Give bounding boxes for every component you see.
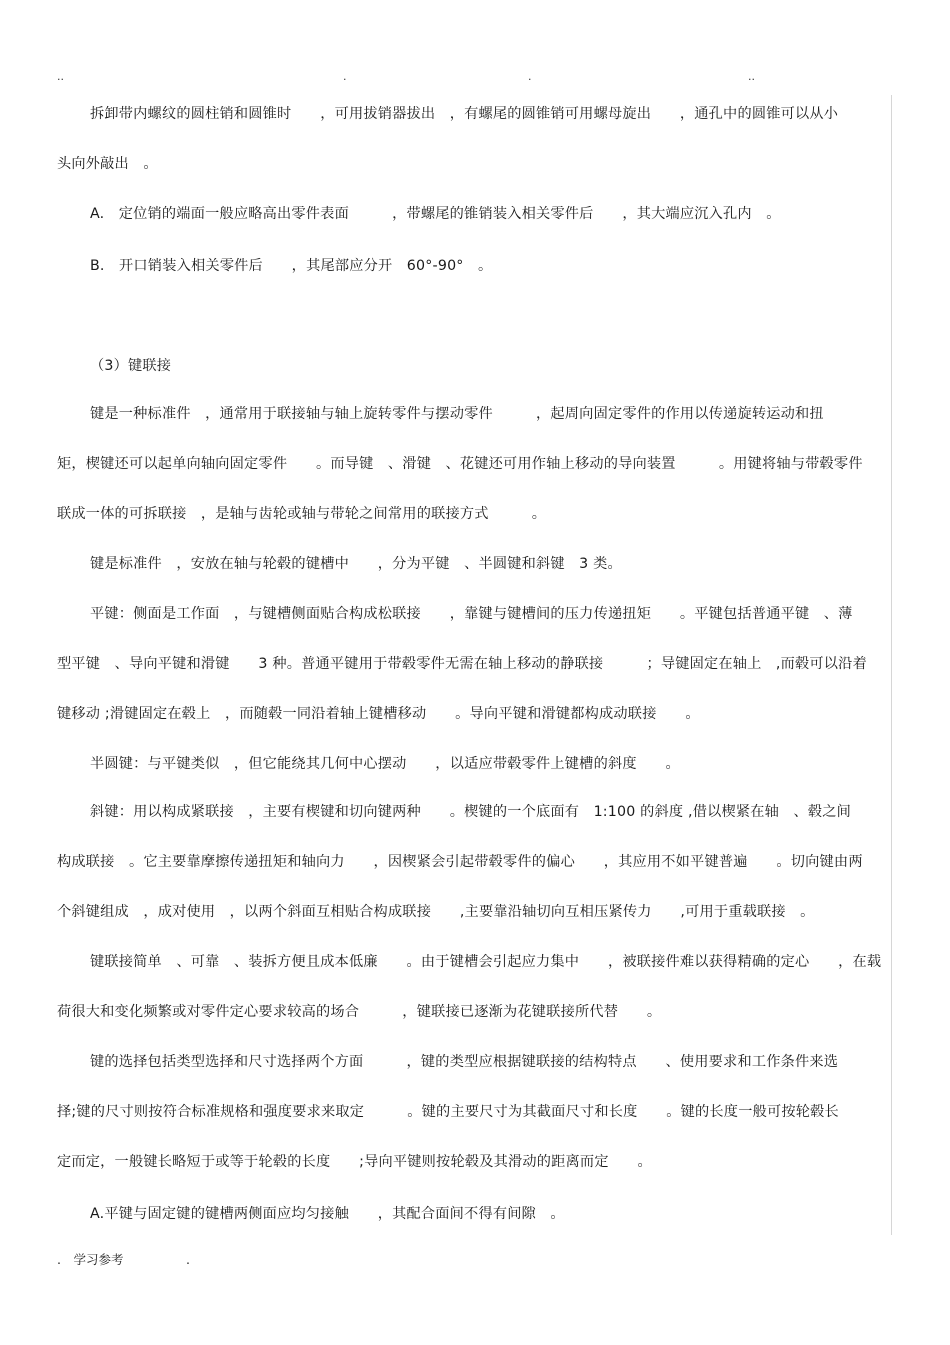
paragraph-line: 拆卸带内螺纹的圆柱销和圆锥时 ，可用拔销器拔出 ，有螺尾的圆锥销可用螺母旋出 ，通孔中的圆锥可以从小	[90, 106, 839, 122]
header-mark: .	[528, 70, 532, 83]
paragraph-line: 联成一体的可拆联接 ，是轴与齿轮或轴与带轮之间常用的联接方式 。	[57, 506, 547, 522]
section-heading: （3）键联接	[90, 358, 172, 374]
paragraph-line: 键移动 ;滑键固定在毂上 ，而随毂一同沿着轴上键槽移动 。导向平键和滑键都构成动联接 。	[57, 706, 700, 722]
header-mark: ..	[748, 70, 755, 83]
page-right-border	[891, 95, 892, 1235]
paragraph-line: 型平键 、导向平键和滑键 3 种。普通平键用于带毂零件无需在轴上移动的静联接 ；导键固定在轴上 ,而毂可以沿着	[57, 656, 867, 672]
paragraph-line: A. 定位销的端面一般应略高出零件表面 ，带螺尾的锥销装入相关零件后 ，其大端应沉入孔内 。	[90, 206, 781, 222]
paragraph-line: 构成联接 。它主要靠摩擦传递扭矩和轴向力 ，因楔紧会引起带毂零件的偏心 ，其应用不如平键普遍 。切向键由两	[57, 854, 863, 870]
header-mark: .	[343, 70, 347, 83]
paragraph-line: 择;键的尺寸则按符合标准规格和强度要求来取定 。键的主要尺寸为其截面尺寸和长度 。键的长度一般可按轮毂长	[57, 1104, 839, 1120]
paragraph-line: 平键：侧面是工作面 ，与键槽侧面贴合构成松联接 ，靠键与键槽间的压力传递扭矩 。平键包括普通平键 、薄	[90, 606, 853, 622]
paragraph-line: 个斜键组成 ，成对使用 ，以两个斜面互相贴合构成联接 ,主要靠沿轴切向互相压紧传力 ,可用于重载联接 。	[57, 904, 815, 920]
paragraph-line: B. 开口销装入相关零件后 ，其尾部应分开 60°-90° 。	[90, 258, 493, 274]
page-footer: . 学习参考 .	[57, 1252, 190, 1267]
paragraph-line: 键是一种标准件 ，通常用于联接轴与轴上旋转零件与摆动零件 ，起周向固定零件的作用以传递旋转运动和扭	[90, 406, 824, 422]
paragraph-line: 键联接简单 、可靠 、装拆方便且成本低廉 。由于键槽会引起应力集中 ，被联接件难以获得精确的定心 ，在载	[90, 954, 882, 970]
paragraph-line: 键是标准件 ，安放在轴与轮毂的键槽中 ，分为平键 、半圆键和斜键 3 类。	[90, 556, 622, 572]
paragraph-line: 荷很大和变化频繁或对零件定心要求较高的场合 ，键联接已逐渐为花键联接所代替 。	[57, 1004, 662, 1020]
paragraph-line: 头向外敲出 。	[57, 156, 158, 172]
paragraph-line: 斜键：用以构成紧联接 ，主要有楔键和切向键两种 。楔键的一个底面有 1:100 的斜度 ,借以楔紧在轴 、毂之间	[90, 804, 852, 820]
paragraph-line: 半圆键：与平键类似 ，但它能绕其几何中心摆动 ，以适应带毂零件上键槽的斜度 。	[90, 756, 680, 772]
paragraph-line: 定而定，一般键长略短于或等于轮毂的长度 ;导向平键则按轮毂及其滑动的距离而定 。	[57, 1154, 652, 1170]
paragraph-line: 键的选择包括类型选择和尺寸选择两个方面 ，键的类型应根据键联接的结构特点 、使用要求和工作条件来选	[90, 1054, 839, 1070]
paragraph-line: A.平键与固定键的键槽两侧面应均匀接触 ，其配合面间不得有间隙 。	[90, 1206, 565, 1222]
paragraph-line: 矩，楔键还可以起单向轴向固定零件 。而导键 、滑键 、花键还可用作轴上移动的导向装置 。用键将轴与带毂零件	[57, 456, 863, 472]
page-header-marks	[0, 70, 950, 90]
header-mark: ..	[57, 70, 64, 83]
